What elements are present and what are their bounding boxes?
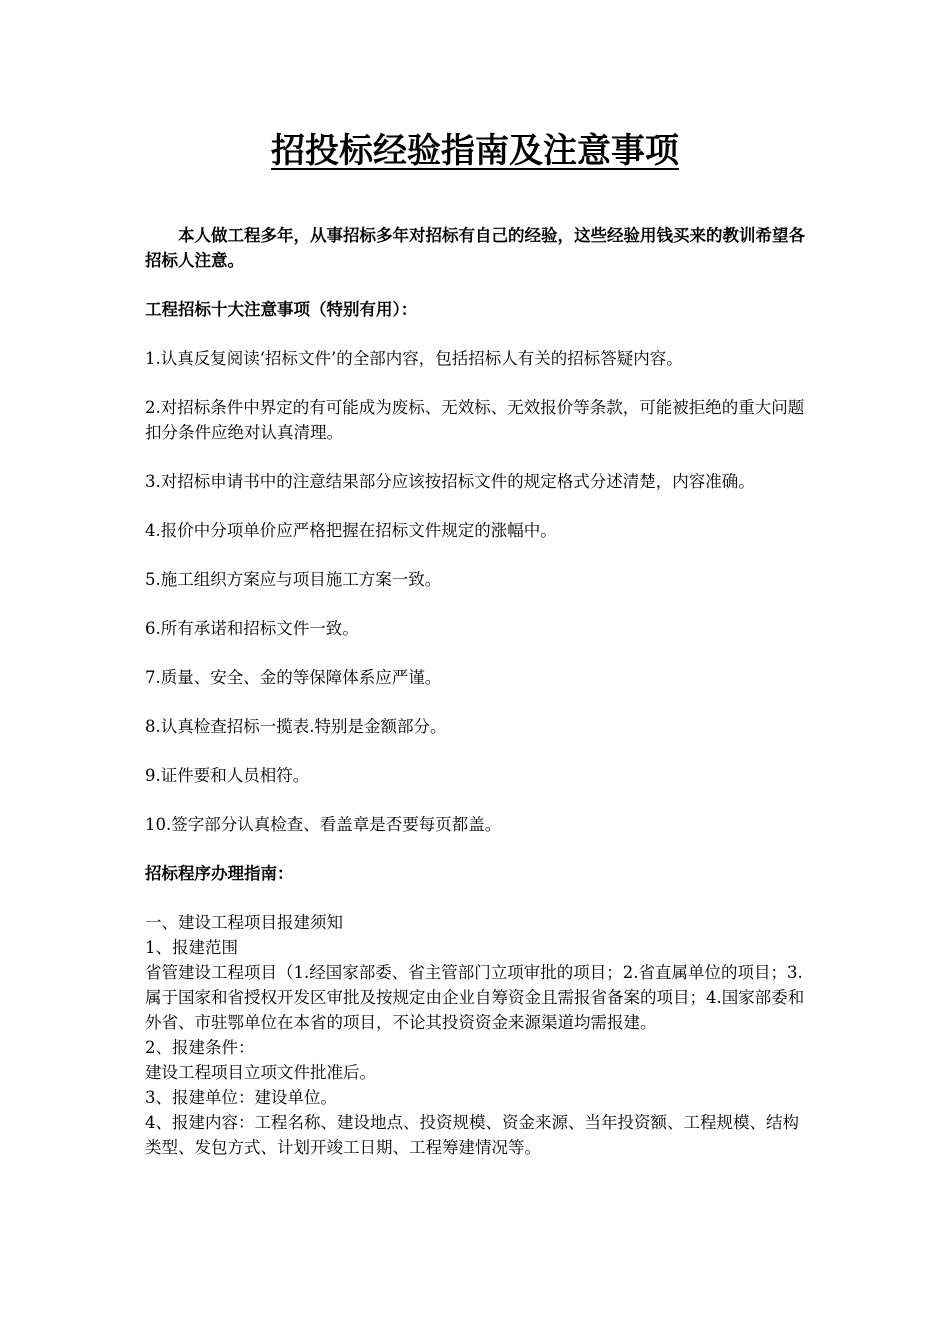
list-item: 9.证件要和人员相符。	[145, 766, 310, 785]
document-body	[145, 223, 807, 1160]
list-item: 7.质量、安全、金的等保障体系应严谨。	[145, 668, 442, 687]
list-item: 6.所有承诺和招标文件一致。	[145, 619, 359, 638]
section2-line: 4、报建内容：工程名称、建设地点、投资规模、资金来源、当年投资额、工程规模、结构类型、发包方式、计划开竣工日期、工程筹建情况等。	[145, 1113, 799, 1157]
list-item: 4.报价中分项单价应严格把握在招标文件规定的涨幅中。	[145, 521, 557, 540]
list-item: 10.签字部分认真检查、看盖章是否要每页都盖。	[145, 815, 502, 834]
list-item: 8.认真检查招标一揽表.特别是金额部分。	[145, 717, 447, 736]
section2-heading: 招标程序办理指南：	[145, 864, 294, 883]
section2-line: 建设工程项目立项文件批准后。	[145, 1063, 376, 1082]
section2-line: 省管建设工程项目（1.经国家部委、省主管部门立项审批的项目；2.省直属单位的项目；3.属于国家和省授权开发区审批及按规定由企业自筹资金且需报省备案的项目；4.国家部委和外省、市驻鄂单位在本省的项目，不论其投资资金来源渠道均需报建。	[145, 963, 805, 1032]
list-item: 3.对招标申请书中的注意结果部分应该按招标文件的规定格式分述清楚，内容准确。	[145, 472, 755, 491]
list-item: 5.施工组织方案应与项目施工方案一致。	[145, 570, 442, 589]
document-title-text: 招投标经验指南及注意事项	[271, 131, 679, 171]
section2-line: 1、报建范围	[145, 938, 238, 957]
section1-heading: 工程招标十大注意事项（特别有用）：	[145, 300, 418, 319]
section2-line: 3、报建单位：建设单位。	[145, 1088, 337, 1107]
list-item: 1.认真反复阅读‘招标文件’的全部内容，包括招标人有关的招标答疑内容。	[145, 349, 683, 368]
section2-line: 一、建设工程项目报建须知	[145, 913, 343, 932]
intro-paragraph: 本人做工程多年，从事招标多年对招标有自己的经验，这些经验用钱买来的教训希望各招标人注意。	[145, 226, 805, 270]
document-title	[0, 127, 950, 175]
list-item: 2.对招标条件中界定的有可能成为废标、无效标、无效报价等条款，可能被拒绝的重大问题扣分条件应绝对认真清理。	[145, 398, 805, 442]
section2-line: 2、报建条件：	[145, 1038, 255, 1057]
